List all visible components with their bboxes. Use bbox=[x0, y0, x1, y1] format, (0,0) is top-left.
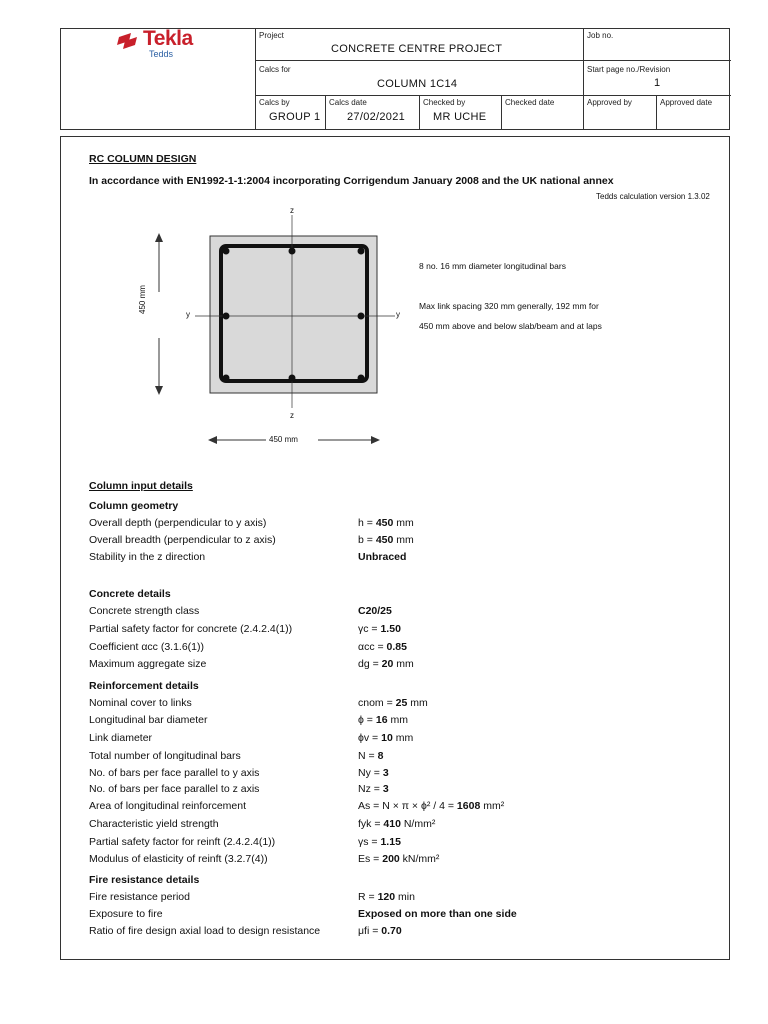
approved-by-label: Approved by bbox=[587, 98, 632, 107]
dim-vertical-gap bbox=[152, 292, 166, 338]
row-value: b = 450 mm bbox=[358, 534, 414, 546]
logo-sub: Tedds bbox=[149, 49, 174, 59]
doc-subtitle: In accordance with EN1992-1-1:2004 incorporating Corrigendum January 2008 and the UK national annex bbox=[89, 175, 614, 187]
row-value: Nz = 3 bbox=[358, 783, 389, 795]
bar bbox=[289, 375, 296, 382]
row-value: R = 120 min bbox=[358, 891, 415, 903]
row-value: cnom = 25 mm bbox=[358, 697, 428, 709]
bar bbox=[358, 313, 365, 320]
logo-brand: Tekla bbox=[143, 27, 193, 50]
row-value: ϕ = 16 mm bbox=[358, 714, 408, 726]
row-value: γc = 1.50 bbox=[358, 623, 401, 635]
checked-by-value: MR UCHE bbox=[433, 111, 487, 123]
row-value: fyk = 410 N/mm² bbox=[358, 818, 436, 830]
row-value: γs = 1.15 bbox=[358, 836, 401, 848]
row-value: C20/25 bbox=[358, 605, 392, 617]
checked-by-label: Checked by bbox=[423, 98, 466, 107]
bar bbox=[223, 313, 230, 320]
calcs-date-label: Calcs date bbox=[329, 98, 367, 107]
dim-horizontal-label: 450 mm bbox=[269, 435, 298, 444]
concrete-section bbox=[210, 236, 377, 393]
row-value: h = 450 mm bbox=[358, 517, 414, 529]
row-value: Unbraced bbox=[358, 551, 407, 563]
row-label: No. of bars per face parallel to y axis bbox=[89, 767, 260, 779]
y-label-left: y bbox=[186, 310, 190, 319]
calcs-by-value: GROUP 1 bbox=[269, 111, 321, 123]
column-section-diagram bbox=[140, 200, 420, 450]
calcs-date-value: 27/02/2021 bbox=[347, 111, 406, 123]
row-label: Exposure to fire bbox=[89, 908, 163, 920]
row-label: Area of longitudinal reinforcement bbox=[89, 800, 247, 812]
row-value: αcc = 0.85 bbox=[358, 641, 407, 653]
bar bbox=[358, 375, 365, 382]
row-label: Nominal cover to links bbox=[89, 697, 192, 709]
row-label: Ratio of fire design axial load to design resistance bbox=[89, 925, 321, 937]
row-label: Overall breadth (perpendicular to z axis) bbox=[89, 534, 276, 546]
row-label: Longitudinal bar diameter bbox=[89, 714, 208, 726]
concrete-title: Concrete details bbox=[89, 588, 171, 600]
bar bbox=[289, 248, 296, 255]
row-value: μfi = 0.70 bbox=[358, 925, 402, 937]
input-title: Column input details bbox=[89, 480, 193, 492]
row-label: Stability in the z direction bbox=[89, 551, 206, 563]
row-value: Exposed on more than one side bbox=[358, 908, 517, 920]
start-page-label: Start page no./Revision bbox=[587, 65, 671, 74]
bar bbox=[223, 248, 230, 255]
arrow-down-icon bbox=[155, 386, 163, 395]
row-label: No. of bars per face parallel to z axis bbox=[89, 783, 260, 795]
header-table bbox=[60, 28, 730, 130]
calcs-for-label: Calcs for bbox=[259, 65, 291, 74]
row-value: N = 8 bbox=[358, 750, 384, 762]
note-links-2: 450 mm above and below slab/beam and at laps bbox=[419, 321, 602, 331]
geometry-title: Column geometry bbox=[89, 500, 179, 512]
note-bars: 8 no. 16 mm diameter longitudinal bars bbox=[419, 261, 566, 271]
bar bbox=[223, 375, 230, 382]
row-label: Fire resistance period bbox=[89, 891, 190, 903]
bar bbox=[358, 248, 365, 255]
arrow-up-icon bbox=[155, 233, 163, 242]
row-label: Coefficient αcc (3.1.6(1)) bbox=[89, 641, 205, 653]
calcs-by-label: Calcs by bbox=[259, 98, 290, 107]
row-label: Partial safety factor for reinft (2.4.2.4(1)) bbox=[89, 836, 276, 848]
row-label: Concrete strength class bbox=[89, 605, 200, 617]
row-value: dg = 20 mm bbox=[358, 658, 414, 670]
calcs-for-value: COLUMN 1C14 bbox=[377, 78, 458, 90]
project-label: Project bbox=[259, 31, 284, 40]
arrow-right-icon bbox=[371, 436, 380, 444]
dim-vertical-label: 450 mm bbox=[138, 285, 147, 314]
reinf-title: Reinforcement details bbox=[89, 680, 199, 692]
z-label-top: z bbox=[290, 206, 294, 215]
jobno-label: Job no. bbox=[587, 31, 614, 40]
row-label: Characteristic yield strength bbox=[89, 818, 219, 830]
doc-title: RC COLUMN DESIGN bbox=[89, 153, 197, 165]
doc-version: Tedds calculation version 1.3.02 bbox=[596, 192, 710, 201]
arrow-left-icon bbox=[208, 436, 217, 444]
row-value: Ny = 3 bbox=[358, 767, 389, 779]
row-value: ϕv = 10 mm bbox=[358, 732, 414, 744]
row-label: Partial safety factor for concrete (2.4.2.4(1)) bbox=[89, 623, 293, 635]
checked-date-label: Checked date bbox=[505, 98, 555, 107]
project-value: CONCRETE CENTRE PROJECT bbox=[331, 43, 503, 55]
fire-title: Fire resistance details bbox=[89, 874, 200, 886]
tekla-logo-icon bbox=[115, 31, 145, 49]
row-label: Link diameter bbox=[89, 732, 153, 744]
approved-date-label: Approved date bbox=[660, 98, 713, 107]
start-page-value: 1 bbox=[654, 77, 661, 89]
y-label-right: y bbox=[396, 310, 400, 319]
note-links-1: Max link spacing 320 mm generally, 192 mm for bbox=[419, 301, 599, 311]
row-label: Overall depth (perpendicular to y axis) bbox=[89, 517, 267, 529]
row-value: Es = 200 kN/mm² bbox=[358, 853, 440, 865]
row-label: Total number of longitudinal bars bbox=[89, 750, 241, 762]
row-label: Maximum aggregate size bbox=[89, 658, 207, 670]
z-label-bottom: z bbox=[290, 411, 294, 420]
row-label: Modulus of elasticity of reinft (3.2.7(4)) bbox=[89, 853, 268, 865]
row-value: As = N × π × ϕ² / 4 = 1608 mm² bbox=[358, 800, 505, 812]
